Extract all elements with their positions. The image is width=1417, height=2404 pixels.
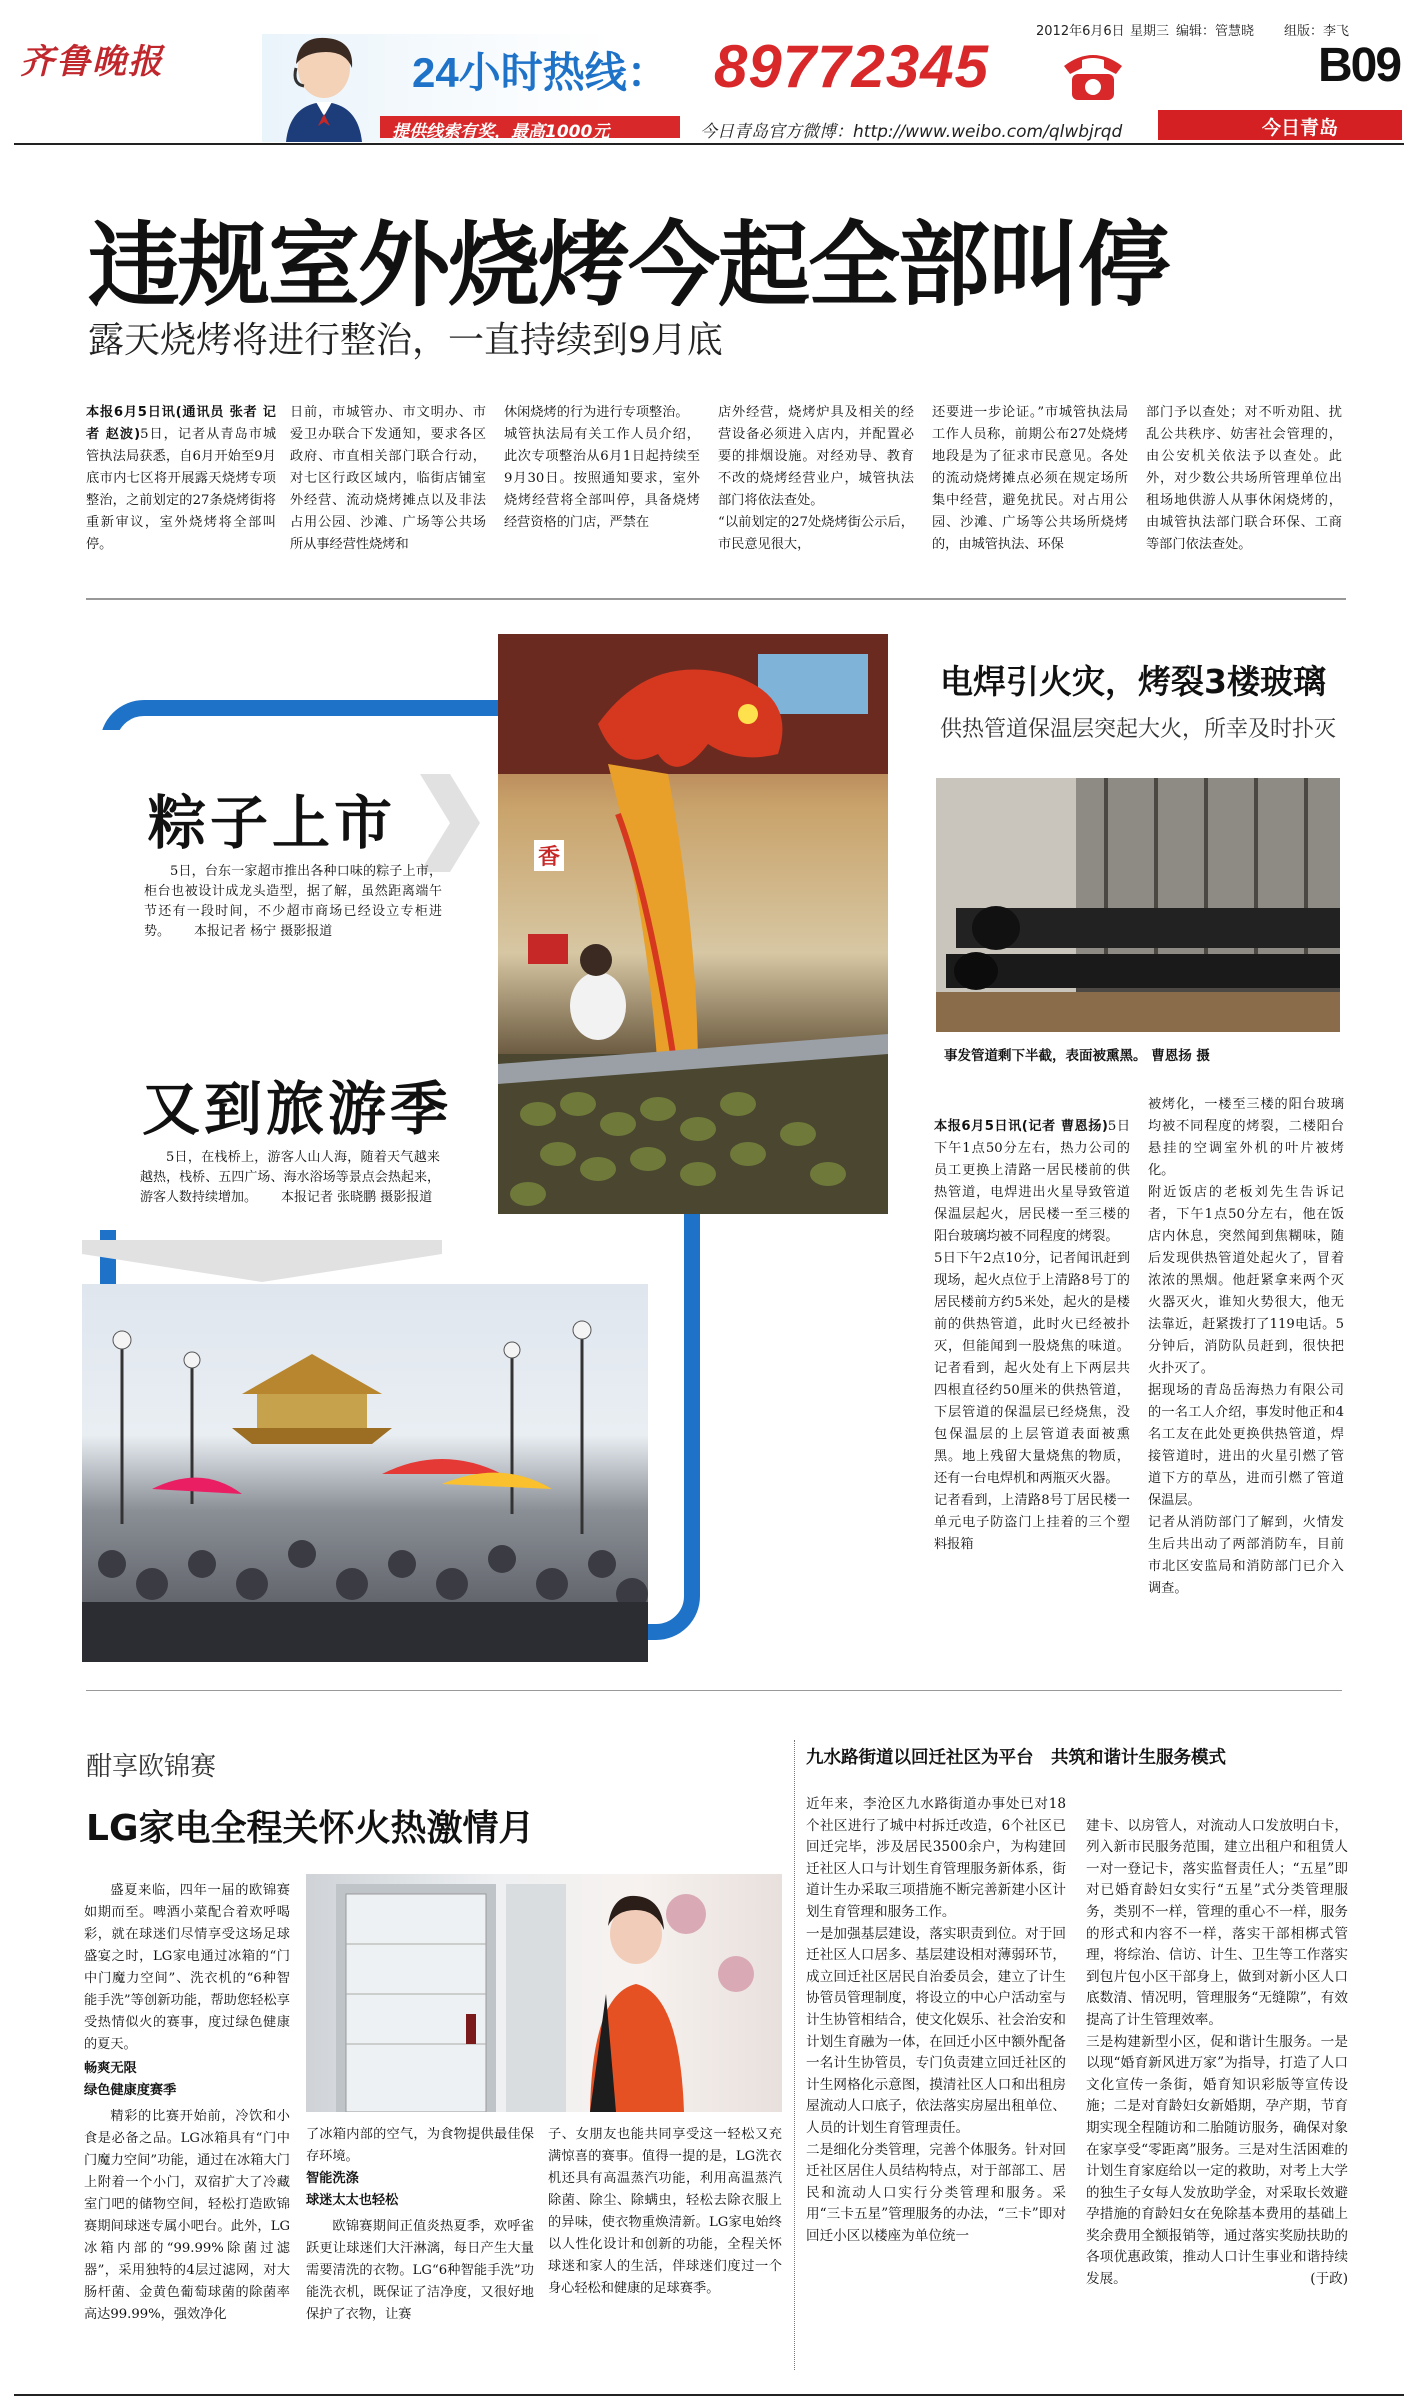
hotline-number: 89772345 xyxy=(714,33,989,100)
lead-column-2: 日前，市城管办、市文明办、市爱卫办联合下发通知，要求各区政府、市直相关部门联合行动，对七区行政区域内，临街店铺室外经营、流动烧烤摊点以及非法占用公园、沙滩、广场等公共场所从事经营性烧烤和 xyxy=(290,405,486,552)
ad-subhead-1: 畅爽无限 xyxy=(84,2061,137,2076)
issue-editor: 编辑：管慧晓 xyxy=(1176,24,1255,39)
ad-body-3: 欧锦赛期间正值炎热夏季，欢呼雀跃更让球迷们大汗淋漓，每日产生大量需要清洗的衣物。LG“6种智能手洗”功能洗衣机，既保证了洁净度，又很好地保护了衣物，让赛 xyxy=(306,2219,534,2322)
community-credit: (于政) xyxy=(1310,2271,1348,2288)
lead-text: 5日，记者从青岛市城管执法局获悉，自6月开始至9月底市内七区将开展露天烧烤专项整治，之前划定的27条烧烤街将重新审议，室外烧烤将全部叫停。 xyxy=(86,427,277,552)
issue-date: 2012年6月6日 xyxy=(1036,24,1125,39)
weibo-text: 今日青岛官方微博：http://www.weibo.com/qlwbjrqd xyxy=(700,122,1123,142)
hotline-label: 24小时热线： xyxy=(412,49,669,96)
fire-subhead: 供热管道保温层突起大火，所幸及时扑灭 xyxy=(940,717,1337,742)
lead-byline: 本报6月5日讯(通讯员 张者 记者 赵波) xyxy=(86,405,276,442)
ad-column-1 xyxy=(84,1880,290,2326)
paper-logo: 齐鲁晚报 xyxy=(20,42,164,82)
fire-photo-caption: 事发管道剩下半截，表面被熏黑。 曹恩扬 摄 xyxy=(944,1048,1210,1064)
masthead-rule xyxy=(14,143,1404,145)
bottom-rule xyxy=(14,2394,1404,2396)
fire-photo xyxy=(936,778,1340,1032)
community-column-1: 近年来，李沧区九水路街道办事处已对18个社区进行了城中村拆迁改造，6个社区已回迁完毕，涉及居民3500余户，为构建回迁社区人口与计划生育管理服务新体系，街道计生办采取三项措施不断完善新建小区计划生育管理和服务工作。 一是加强基层建设，落实职责到位。对于回迁社区人口居多、基层建设相对薄弱环节，成立回迁社区居民自治委员会，建立了计生协管员管理制度，将设立的中心户活动室与计生协管相结合，使文化娱乐、社会治安和计划生育融为一体，在回迁小区中额外配备一名计生协管员，专门负责建立回迁社区的计生网格化示意图，摸清社区人口和出租房屋流动人口底子，依法落实房屋出租单位、人员的计划生育管理责任。 二是细化分类管理，完善个体服务。针对回迁社区居住人员结构特点，对于部部工、居民和流动人口实行分类管理和服务。采用“三卡五星”管理服务的办法，“三卡”即对回迁小区以楼座为单位统一 xyxy=(806,1796,1066,2244)
lead-headline: 违规室外烧烤今起全部叫停 xyxy=(88,212,1169,319)
lead-rule xyxy=(86,598,1346,600)
section-name: 今日青岛 xyxy=(1262,117,1339,139)
arrow-down-icon xyxy=(82,1240,442,1282)
ad-subhead-4: 球迷太太也轻松 xyxy=(306,2193,399,2208)
fridge-model-illustration xyxy=(306,1874,782,2112)
ad-body-2: 了冰箱内部的空气，为食物提供最佳保存环境。 xyxy=(306,2127,534,2164)
page-number: B09 xyxy=(1318,39,1401,92)
fire-byline: 本报6月5日讯(记者 曹恩扬) xyxy=(934,1119,1108,1134)
lead-column-5: 还要进一步论证。”市城管执法局工作人员称，前期公布27处烧烤地段是为了征求市民意见。各处的流动烧烤摊点必须在规定场所集中经营，避免扰民。对占用公园、沙滩、广场等公共场所烧烤的，由城管执法、环保 xyxy=(932,405,1128,552)
zhanqiao-photo xyxy=(82,1284,648,1662)
lead-subhead: 露天烧烤将进行整治，一直持续到9月底 xyxy=(88,320,723,361)
zongzi-credit: 本报记者 杨宁 摄影报道 xyxy=(194,924,333,939)
travel-credit: 本报记者 张晓鹏 摄影报道 xyxy=(281,1190,433,1205)
fire-column-2: 被烤化，一楼至三楼的阳台玻璃均被不同程度的烤裂，二楼阳台悬挂的空调室外机的叶片被烤化。 附近饭店的老板刘先生告诉记者，下午1点50分左右，他在饭店内休息，突然闻到焦糊味，随后发现供热管道处起火了，冒着浓浓的黑烟。他赶紧拿来两个灭火器灭火，谁知火势很大，他无法靠近，赶紧拨打了119电话。5分钟后，消防队员赶到，很快把火扑灭了。 据现场的青岛岳海热力有限公司的一名工人介绍，事发时他正和4名工友在此处更换供热管道，焊接管道时，进出的火星引燃了管道下方的草丛，进而引燃了管道保温层。 记者从消防部门了解到，火情发生后共出动了两部消防车，目前市北区安监局和消防部门已介入调查。 xyxy=(1148,1097,1344,1596)
community-headline: 九水路街道以回迁社区为平台 共筑和谐计生服务模式 xyxy=(806,1748,1226,1768)
ad-column-3: 子、女朋友也能共同享受这一轻松又充满惊喜的赛事。值得一提的是，LG洗衣机还具有高温蒸汽功能，利用高温蒸汽除菌、除尘、除螨虫，轻松去除衣服上的异味，使衣物重焕清新。LG家电始终以人性化设计和创新的功能，全程关怀球迷和家人的生活，伴球迷们度过一个身心轻松和健康的足球赛季。 xyxy=(548,2127,782,2296)
fire-headline: 电焊引火灾，烤裂3楼玻璃 xyxy=(940,662,1326,701)
lead-column-4: 店外经营，烧烤炉具及相关的经营设备必须进入店内，并配置必要的排烟设施。对经劝导、教育不改的烧烤经营业户，城管执法部门将依法查处。 “以前划定的27处烧烤街公示后，市民意见很大， xyxy=(718,405,914,552)
lead-column-3: 休闲烧烤的行为进行专项整治。 城管执法局有关工作人员介绍，此次专项整治从6月1日起持续至9月30日。按照通知要求，室外烧烤经营将全部叫停，具备烧烤经营资格的门店，严禁在 xyxy=(504,405,700,530)
bottom-divider xyxy=(794,1740,795,2370)
ad-intro: 盛夏来临，四年一届的欧锦赛如期而至。啤酒小菜配合着欢呼喝彩，就在球迷们尽情享受这场足球盛宴之时，LG家电通过冰箱的“门中门魔力空间”、洗衣机的“6种智能手洗”等创新功能，帮助您轻松享受热情似火的赛事，度过绿色健康的夏天。 xyxy=(84,1883,290,2052)
fire-column-1 xyxy=(934,1094,1130,1556)
ad-column-2 xyxy=(306,2124,534,2326)
community-text-2: 建卡、以房管人，对流动人口发放明白卡，列入新市民服务范围，建立出租户和租赁人一对一登记卡，落实监督责任人；“五星”即对已婚育龄妇女实行“五星”式分类管理服务，类别不一样，管理的重心不一样，服务的形式和内容不一样，落实干部相梆式管理，将综治、信访、计生、卫生等工作落实到包片包小区干部身上，做到对新小区人口底数清、情况明，管理服务“无缝隙”，有效提高了计生管理效率。 三是构建新型小区，促和谐计生服务。一是以现“婚育新风进万家”为指导，打造了人口文化宣传一条街，婚育知识彩版等宣传设施；二是对育龄妇女新婚期，孕产期，节育期实现全程随访和二胎随访服务，确保对象在家享受“零距离”服务。三是对生活困难的计划生育家庭给以一定的救助，对考上大学的独生子女每人发放助学金，对采取长效避孕措施的育龄妇女在免除基本费用的基础上奖余费用全额报销等，通过落实奖励扶助的各项优惠政策，推动人口计生事业和谐持续发展。 xyxy=(1086,1817,1348,2288)
ad-body-1: 精彩的比赛开始前，冷饮和小食是必备之品。LG冰箱具有“门中门魔力空间”功能，通过在冰箱大门上附着一个小门，双宿扩大了冷藏室门吧的储物空间，轻松打造欧锦赛期间球迷专属小吧台。此外，LG冰箱内部的“99.99%除菌过滤器”，采用独特的4层过滤网，对大肠杆菌、金黄色葡萄球菌的除菌率高达99.99%，强效净化 xyxy=(84,2109,290,2322)
lead-column-6: 部门予以查处；对不听劝阻、扰乱公共秩序、妨害社会管理的，由公安机关依法予以查处。此外，对少数公共场所管理单位出租场地供游人从事休闲烧烤的，由城管执法部门联合环保、工商等部门依法查处。 xyxy=(1146,405,1342,552)
operator-illustration xyxy=(262,34,372,142)
dragon-head-illustration xyxy=(498,634,888,1214)
middle-rule xyxy=(86,1690,1342,1691)
telephone-icon xyxy=(1058,44,1128,104)
ad-headline: LG家电全程关怀火热激情月 xyxy=(86,1808,535,1849)
travel-title: 又到旅游季 xyxy=(142,1075,453,1143)
lg-fridge-photo xyxy=(306,1874,782,2112)
supermarket-sign: 香 xyxy=(534,840,564,871)
community-column-2 xyxy=(1086,1794,1348,2291)
burnt-pipe-illustration xyxy=(936,778,1340,1032)
lead-column-1 xyxy=(86,402,276,556)
travel-caption xyxy=(140,1148,440,1208)
zongzi-title: 粽子上市 xyxy=(148,789,397,857)
zongzi-caption-text: 5日，台东一家超市推出各种口味的粽子上市，柜台也被设计成龙头造型，据了解，虽然距离端午节还有一段时间，不少超市商场已经设立专柜进势。 xyxy=(144,864,442,939)
ad-subhead-3: 智能洗涤 xyxy=(306,2171,359,2186)
masthead xyxy=(0,0,1417,140)
zongzi-caption xyxy=(144,862,442,942)
ad-kicker: 酣享欧锦赛 xyxy=(86,1752,217,1782)
zongzi-photo xyxy=(498,634,888,1214)
arrow-right-icon xyxy=(420,774,480,872)
ad-subhead-2: 绿色健康度赛季 xyxy=(84,2083,177,2098)
hotline-banner xyxy=(262,34,1132,142)
reward-text: 提供线索有奖，最高1000元 xyxy=(392,122,610,142)
issue-layout: 组版：李飞 xyxy=(1284,24,1350,39)
travel-caption-text: 5日，在栈桥上，游客人山人海，随着天气越来越热，栈桥、五四广场、海水浴场等景点会热起来，游客人数持续增加。 xyxy=(140,1150,440,1205)
pavilion-crowd-illustration xyxy=(82,1284,648,1662)
issue-weekday: 星期三 xyxy=(1130,24,1170,39)
fire-text-1: 5日下午1点50分左右，热力公司的员工更换上清路一居民楼前的供热管道，电焊进出火星导致管道保温层起火，居民楼一至三楼的阳台玻璃均被不同程度的烤裂。 5日下午2点10分，记者闻讯赶到现场，起火点位于上清路8号丁的居民楼前方约5米处，起火的是楼前的供热管道，此时火已经被扑灭，但能闻到一股烧焦的味道。记者看到，起火处有上下两层共四根直径约50厘米的供热管道，下层管道的保温层已经烧焦，没包保温层的上层管道表面被熏黑。地上残留大量烧焦的物质，还有一台电焊机和两瓶灭火器。 记者看到，上清路8号丁居民楼一单元电子防盗门上挂着的三个塑料报箱 xyxy=(934,1119,1131,1552)
